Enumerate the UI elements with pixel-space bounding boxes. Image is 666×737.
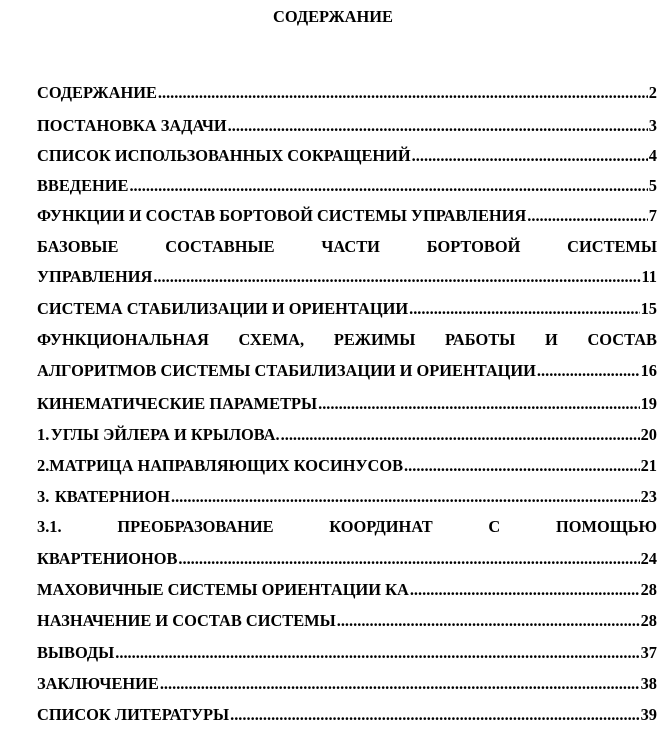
toc-word: БАЗОВЫЕ	[37, 237, 119, 256]
toc-entry-purpose[interactable]	[37, 611, 657, 631]
dot-leader	[230, 705, 640, 725]
dot-leader	[410, 580, 640, 600]
toc-entry-stabilization[interactable]	[37, 299, 657, 319]
toc-page-number: 23	[640, 487, 657, 506]
toc-page-number: 15	[640, 299, 657, 318]
dot-leader	[158, 83, 648, 103]
toc-entry-text: ВЫВОДЫ	[37, 643, 115, 662]
toc-page-number: 37	[640, 643, 657, 662]
toc-entry-direction-cosines[interactable]	[37, 456, 657, 476]
toc-entry-functional-scheme-line1[interactable]	[37, 330, 657, 350]
toc-entry-number: 1.	[37, 425, 50, 444]
dot-leader	[527, 206, 648, 226]
toc-entry-coordinate-transform-line1[interactable]	[37, 517, 657, 537]
toc-word: СОСТАВ	[587, 330, 657, 349]
toc-page-number: 7	[648, 206, 657, 225]
toc-entry-base-parts[interactable]	[37, 267, 657, 287]
toc-word: 3.1.	[37, 517, 62, 536]
dot-leader	[409, 299, 640, 319]
dot-leader	[337, 611, 640, 631]
dot-leader	[153, 267, 640, 287]
toc-entry-text: СПИСОК ЛИТЕРАТУРЫ	[37, 705, 230, 724]
toc-entry-quaternion[interactable]	[37, 487, 657, 507]
toc-entry-number: 2.	[37, 456, 50, 475]
toc-entry-text: НАЗНАЧЕНИЕ И СОСТАВ СИСТЕМЫ	[37, 611, 336, 630]
toc-entry-base-parts-line1[interactable]	[37, 237, 657, 257]
toc-entry-text: СОДЕРЖАНИЕ	[37, 83, 157, 102]
toc-entry-text: УГЛЫ ЭЙЛЕРА И КРЫЛОВА.	[50, 425, 280, 444]
toc-word: С	[488, 517, 501, 536]
toc-word: ЧАСТИ	[321, 237, 380, 256]
toc-entry-kinematic[interactable]	[37, 394, 657, 414]
dot-leader	[178, 549, 639, 569]
toc-word: БОРТОВОЙ	[426, 237, 521, 256]
toc-page-number: 28	[640, 580, 657, 599]
toc-entry-text: КВАРТЕНИОНОВ	[37, 549, 178, 568]
dot-leader	[537, 361, 640, 381]
toc-page-number: 2	[648, 83, 657, 102]
toc-page-number: 11	[641, 267, 657, 286]
dot-leader	[228, 116, 648, 136]
toc-entry-text: МАТРИЦА НАПРАВЛЯЮЩИХ КОСИНУСОВ	[49, 456, 404, 475]
toc-entry-conclusion[interactable]	[37, 674, 657, 694]
toc-word: СОСТАВНЫЕ	[165, 237, 275, 256]
toc-word: ПРЕОБРАЗОВАНИЕ	[117, 517, 274, 536]
toc-entry-text: ВВЕДЕНИЕ	[37, 176, 129, 195]
toc-word: ФУНКЦИОНАЛЬНАЯ	[37, 330, 209, 349]
toc-entry-introduction[interactable]	[37, 176, 657, 196]
toc-entry-euler-angles[interactable]	[37, 425, 657, 445]
toc-word: РЕЖИМЫ	[333, 330, 416, 349]
toc-entry-references[interactable]	[37, 705, 657, 725]
toc-page-number: 20	[640, 425, 657, 444]
toc-page-number: 4	[648, 146, 657, 165]
toc-word: КООРДИНАТ	[329, 517, 433, 536]
toc-word: РАБОТЫ	[445, 330, 516, 349]
toc-page-number: 39	[640, 705, 657, 724]
toc-entry-text: СИСТЕМА СТАБИЛИЗАЦИИ И ОРИЕНТАЦИИ	[37, 299, 409, 318]
dot-leader	[129, 176, 647, 196]
toc-entry-conclusions[interactable]	[37, 643, 657, 663]
toc-page-number: 38	[640, 674, 657, 693]
toc-entry-number: 3.	[37, 487, 50, 506]
toc-word: ПОМОЩЬЮ	[555, 517, 657, 536]
page-title: СОДЕРЖАНИЕ	[273, 7, 393, 26]
toc-entry-text: ФУНКЦИИ И СОСТАВ БОРТОВОЙ СИСТЕМЫ УПРАВЛЕНИЯ	[37, 206, 527, 225]
toc-entry-text: ЗАКЛЮЧЕНИЕ	[37, 674, 159, 693]
dot-leader	[318, 394, 640, 414]
toc-entry-problem-statement[interactable]	[37, 116, 657, 136]
toc-entry-flywheel[interactable]	[37, 580, 657, 600]
dot-leader	[115, 643, 639, 663]
toc-page-number: 24	[640, 549, 657, 568]
toc-page-number: 21	[640, 456, 657, 475]
toc-entry-text: КВАТЕРНИОН	[54, 487, 170, 506]
toc-page-number: 5	[648, 176, 657, 195]
toc-entry-functional-scheme[interactable]	[37, 361, 657, 381]
dot-leader	[412, 146, 648, 166]
toc-page-number: 19	[640, 394, 657, 413]
toc-entry-abbreviations[interactable]	[37, 146, 657, 166]
toc-entry-text: ПОСТАНОВКА ЗАДАЧИ	[37, 116, 227, 135]
dot-leader	[404, 456, 640, 476]
toc-entry-text: АЛГОРИТМОВ СИСТЕМЫ СТАБИЛИЗАЦИИ И ОРИЕНТАЦИИ	[37, 361, 536, 380]
toc-entry-text: МАХОВИЧНЫЕ СИСТЕМЫ ОРИЕНТАЦИИ КА	[37, 580, 409, 599]
toc-word: И	[545, 330, 558, 349]
toc-entry-coordinate-transform[interactable]	[37, 549, 657, 569]
table-of-contents	[37, 0, 657, 737]
toc-word: СИСТЕМЫ	[567, 237, 657, 256]
toc-entry-text: КИНЕМАТИЧЕСКИЕ ПАРАМЕТРЫ	[37, 394, 318, 413]
dot-leader	[281, 425, 640, 445]
toc-page-number: 28	[640, 611, 657, 630]
toc-page-number: 3	[648, 116, 657, 135]
toc-entry-text: СПИСОК ИСПОЛЬЗОВАННЫХ СОКРАЩЕНИЙ	[37, 146, 411, 165]
toc-entry-contents[interactable]	[37, 83, 657, 103]
toc-page-number: 16	[640, 361, 657, 380]
toc-entry-functions[interactable]	[37, 206, 657, 226]
dot-leader	[171, 487, 640, 507]
dot-leader	[160, 674, 640, 694]
toc-word: СХЕМА,	[238, 330, 305, 349]
toc-entry-text: УПРАВЛЕНИЯ	[37, 267, 153, 286]
